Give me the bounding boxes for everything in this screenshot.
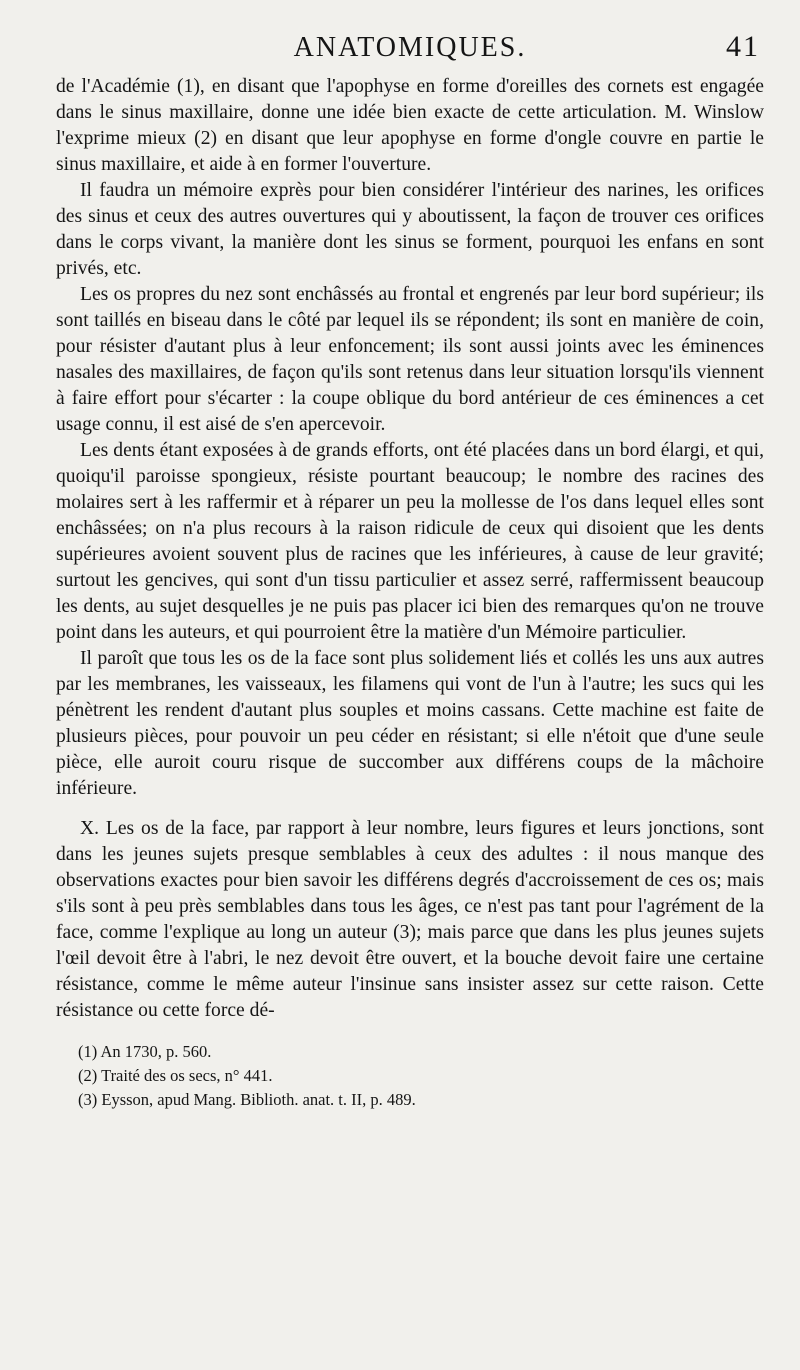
paragraph: Les dents étant exposées à de grands efforts, ont été placées dans un bord élargi, et qui, quoiqu'il paroisse spongieux, résiste pourtant beaucoup; le nombre des racines des molaires sert à les raffermir et à réparer un peu la mollesse de l'os dans lequel elles sont enchâssées; on n'a plus recours à la raison ridicule de ceux qui disoient que les dents supérieures avoient souvent plus de racines que les inférieures, à cause de leur gravité; surtout les gencives, qui sont d'un tissu particulier et assez serré, raffermissent beaucoup les dents, au sujet desquelles je ne puis pas placer ici bien des remarques qu'on ne trouve point dans les auteurs, et qui pourroient être la matière d'un Mémoire particulier. <box>56 440 764 643</box>
footnote: (2) Traité des os secs, n° 441. <box>78 1066 273 1085</box>
paragraph: Les os propres du nez sont enchâssés au frontal et engrenés par leur bord supérieur; ils sont taillés en biseau dans le côté par lequel ils se répondent; ils sont en manière de coin, pour résister d'autant plus à leur enfoncement; ils sont aussi joints avec les éminences nasales des maxillaires, de façon qu'ils sont retenus dans leur situation lorsqu'ils viennent à faire effort pour s'écarter : la coupe oblique du bord antérieur de ces éminences a cet usage connu, il est aisé de s'en apercevoir. <box>56 284 764 435</box>
footnote: (3) Eysson, apud Mang. Biblioth. anat. t. II, p. 489. <box>78 1090 416 1109</box>
page-number: 41 <box>726 30 760 63</box>
main-text <box>56 74 764 1024</box>
paragraph: Il paroît que tous les os de la face sont plus solidement liés et collés les uns aux autres par les membranes, les vaisseaux, les filamens qui vont de l'un à l'autre; les sucs qui les pénètrent les rendent d'autant plus souples et moins cassans. Cette machine est faite de plusieurs pièces, pour pouvoir un peu céder en résistant; si elle n'étoit que d'une seule pièce, elle auroit couru risque de succomber aux différens coups de la mâchoire inférieure. <box>56 648 764 799</box>
running-title: ANATOMIQUES. <box>293 32 527 63</box>
footnotes <box>56 1040 764 1112</box>
section-paragraph-x: X. Les os de la face, par rapport à leur nombre, leurs figures et leurs jonctions, sont dans les jeunes sujets presque semblables à ceux des adultes : il nous manque des observations exactes pour bien savoir les différens degrés d'accroissement de ces os; mais s'ils sont à peu près semblables dans tous les âges, ce n'est pas tant pour l'agrément de la face, comme l'explique au long un auteur (3); mais parce que dans les plus jeunes sujets l'œil devoit être à l'abri, le nez devoit être ouvert, et la bouche devoit faire une certaine résistance, comme le même auteur l'insinue sans insister assez sur cette raison. Cette résistance ou cette force dé- <box>56 818 764 1021</box>
running-header <box>56 28 764 74</box>
section-gap <box>56 802 764 816</box>
paragraph-continued: de l'Académie (1), en disant que l'apophyse en forme d'oreilles des cornets est engagée dans le sinus maxillaire, donne une idée bien exacte de cette articulation. M. Winslow l'exprime mieux (2) en disant que leur apophyse en forme d'ongle couvre en partie le sinus maxillaire, et aide à en former l'ouverture. <box>56 76 764 175</box>
paragraph: Il faudra un mémoire exprès pour bien considérer l'intérieur des narines, les orifices des sinus et ceux des autres ouvertures qui y aboutissent, la façon de trouver ces orifices dans le corps vivant, la manière dont les sinus se forment, pourquoi les enfans en sont privés, etc. <box>56 180 764 279</box>
footnote: (1) An 1730, p. 560. <box>78 1042 212 1061</box>
